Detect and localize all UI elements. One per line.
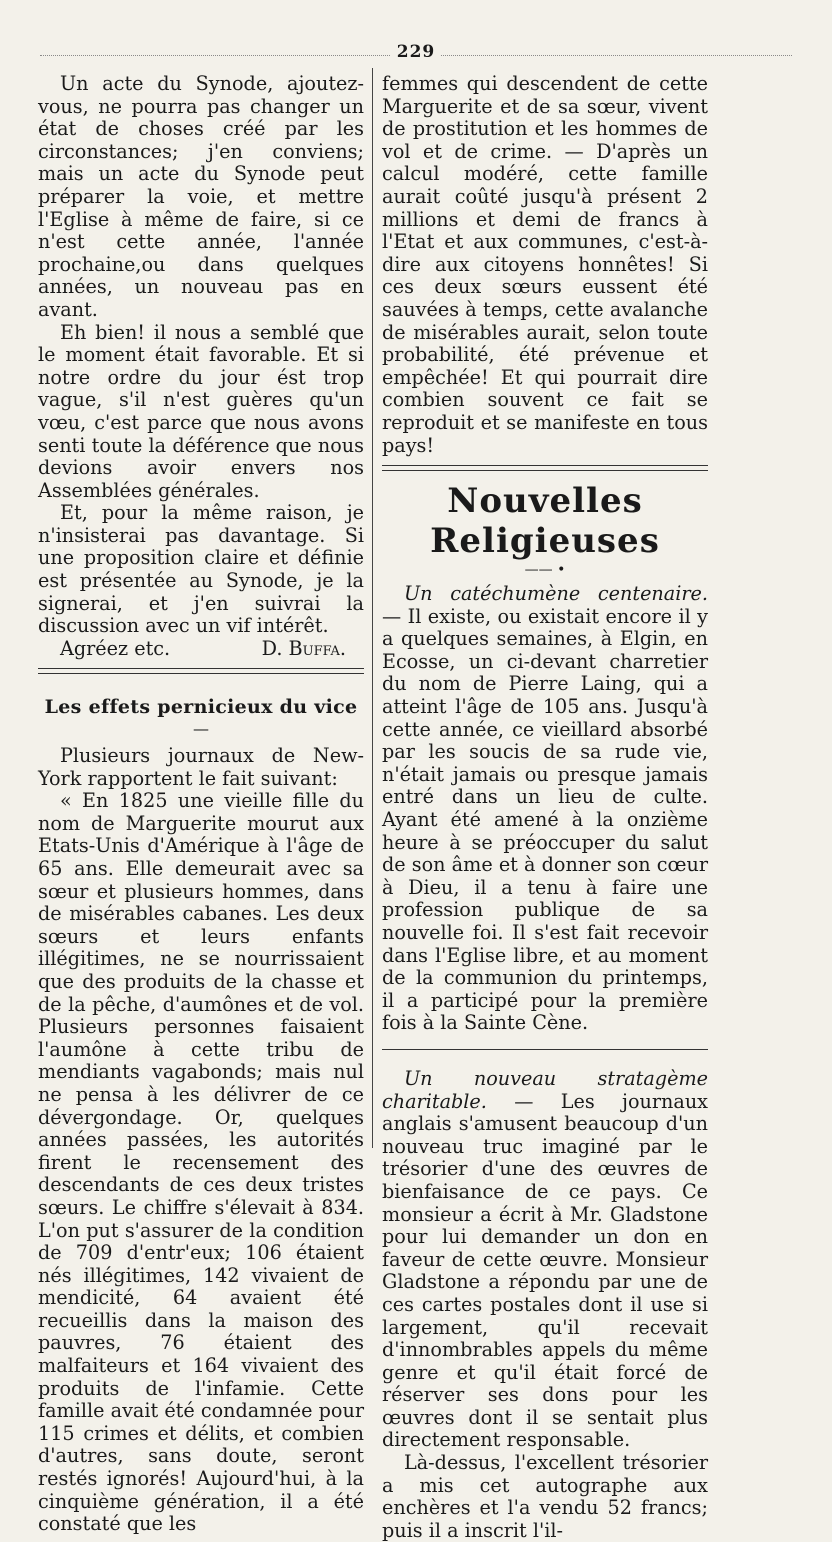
letter-paragraph: Un acte du Synode, ajoutez-vous, ne pourra pas changer un état de choses créé par les circonstances; j'en conviens; mais un acte du Synode peut préparer la voie, et mettre l'Eglise à même de faire, si ce n'est cette année, l'année prochaine,ou dans quelques années, un nouveau pas en avant. <box>38 72 364 321</box>
news-item-text: — Les journaux anglais s'amusent beaucoup d'un nouveau truc imaginé par le trésorier d'une des œuvres de bienfaisance de ce pays. Ce monsieur a écrit à Mr. Gladstone pour lui demander un don en faveur de cette œuvre. Monsieur Gladstone a répondu par une de ces cartes postales dont il use si largement, qu'il recevait d'innombrables appels du même genre et qu'il était forcé de réserver ses dons pour les œuvres dont il se sentait plus directement responsable. <box>382 1089 708 1452</box>
section-separator <box>38 668 364 674</box>
item-separator <box>382 1049 708 1050</box>
letter-author: D. Buffa. <box>261 636 346 660</box>
article-paragraph: Plusieurs journaux de New-York rapportent le fait suivant: <box>38 744 364 790</box>
section-title: Les effets pernicieux du vice <box>44 696 358 719</box>
article-paragraph: « En 1825 une vieille fille du nom de Marguerite mourut aux Etats-Unis d'Amérique à l'âge de 65 ans. Elle demeurait avec sa sœur et plusieurs hommes, dans de misérables cabanes. Les deux sœurs et leurs enfants illégitimes, ne se nourrissaient que des produits de la chasse et de la pêche, d'aumônes et de vol. Plusieurs personnes faisaient l'aumône à cette tribu de mendiants vagabonds; mais nul ne pensa à les délivrer de ce dévergondage. Or, quelques années passées, les autorités firent le recensement des descendants de ces deux tristes sœurs. Le chiffre s'élevait à 834. L'on put s'assurer de la condition de 709 d'entr'eux; 106 étaient nés illégitimes, 142 vivaient de mendicité, 64 avaient été recueillis dans la maison des pauvres, 76 étaient des malfaiteurs et 164 vivaient des produits de l'infamie. Cette famille avait été condamnée pour 115 crimes et délits, et combien d'autres, sans doute, seront restés ignorés! Aujourd'hui, à la cinquième génération, il a été constaté que les <box>38 789 364 1536</box>
letter-paragraph: Eh bien! il nous a semblé que le moment était favorable. Et si notre ordre du jour ést trop vague, s'il n'est guères qu'un vœu, c'est parce que nous avons senti toute la déférence que nous devions avoir envers nos Assemblées générales. <box>38 320 364 502</box>
heading-ornament: —— • <box>524 562 566 579</box>
news-item-title: Un nouveau stratagème charitable. <box>382 1066 708 1113</box>
letter-closing: Agréez etc. <box>60 636 171 660</box>
article-continuation: femmes qui descendent de cette Marguerite et de sa sœur, vivent de prostitution et les hommes de vol et de crime. — D'après un calcul modéré, cette famille aurait coûté jusqu'à présent 2 millions et demi de francs à l'Etat et aux communes, c'est-à-dire aux citoyens honnêtes! Si ces deux sœurs eussent été sauvées à temps, cette avalanche de misérables aurait, selon toute probabilité, été prévenue et empêchée! Et qui pourrait dire combien souvent ce fait se reproduit et se manifeste en tous pays! <box>382 72 708 457</box>
title-ornament: — <box>193 719 209 739</box>
right-column <box>382 73 708 1542</box>
column-divider <box>372 68 373 1148</box>
news-item-paragraph: Là-dessus, l'excellent trésorier a mis cet autographe aux enchères et l'a vendu 52 francs; puis il a inscrit l'il- <box>382 1451 708 1542</box>
page-number <box>0 42 832 62</box>
letter-paragraph: Et, pour la même raison, je n'insisterai pas davantage. Si une proposition claire et définie est présentée au Synode, je la signerai, et j'en suivrai la discussion avec un vif intérêt. <box>38 501 364 638</box>
news-item <box>382 583 708 1035</box>
letter-signature-line <box>38 638 364 661</box>
section-separator <box>382 465 708 471</box>
left-column <box>38 73 364 1536</box>
news-heading: Nouvelles Religieuses <box>430 481 660 562</box>
news-item-title: Un catéchumène centenaire. <box>404 582 708 606</box>
news-item-text: — Il existe, ou existait encore il y a quelques semaines, à Elgin, en Ecosse, un ci-devant charretier du nom de Pierre Laing, qui a atteint l'âge de 105 ans. Jusqu'à cette année, ce vieillard absorbé par les soucis de sa rude vie, n'était jamais ou presque jamais entré dans un lieu de culte. Ayant été amené à la onzième heure à se préoccuper du salut de son âme et à donner son cœur à Dieu, il a tenu à faire une profession publique de sa nouvelle foi. Il s'est fait recevoir dans l'Eglise libre, et au moment de la communion du printemps, il a participé pour la première fois à la Sainte Cène. <box>382 604 708 1035</box>
news-item <box>382 1068 708 1452</box>
page-number-text: 229 <box>391 42 442 62</box>
